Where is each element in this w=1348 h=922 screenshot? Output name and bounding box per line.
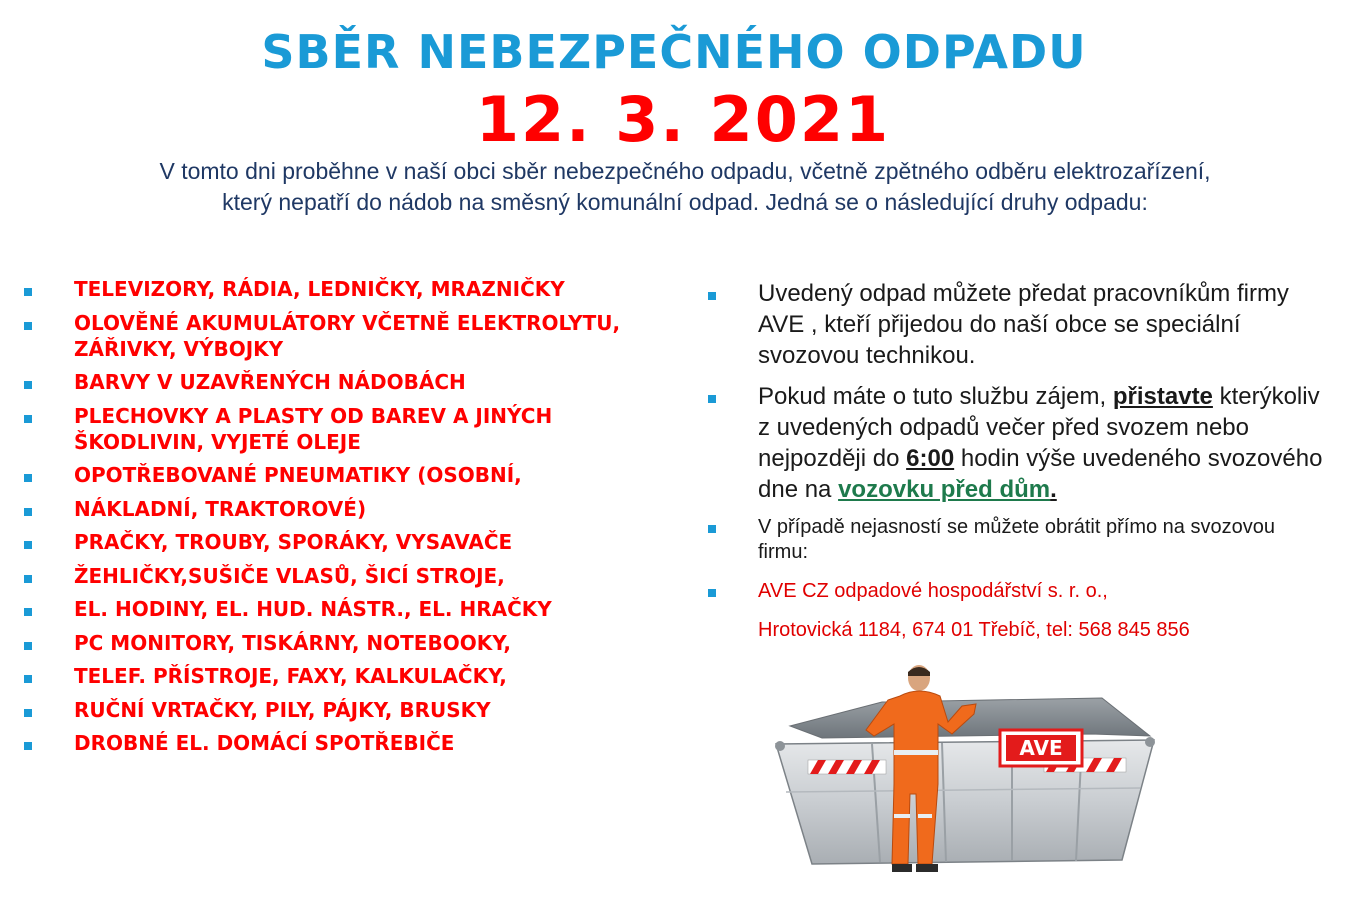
bullet-icon — [708, 525, 716, 533]
company-address: Hrotovická 1184, 674 01 Třebíč, tel: 568 845 856 — [758, 619, 1190, 641]
bullet-icon — [24, 322, 32, 330]
placement-location: vozovku před dům — [838, 476, 1051, 503]
bullet-icon — [708, 589, 716, 597]
list-item: BARVY V UZAVŘENÝCH NÁDOBÁCH — [20, 369, 680, 395]
collection-date: 12. 3. 2021 — [475, 83, 891, 156]
list-item: DROBNÉ EL. DOMÁCÍ SPOTŘEBIČE — [20, 730, 680, 756]
deadline-time: 6:00 — [906, 445, 955, 472]
intro-line-1: V tomto dni proběhne v naší obci sběr nebezpečného odpadu, včetně zpětného odběru elektrozařízení, — [159, 158, 1211, 184]
list-item: PC MONITORY, TISKÁRNY, NOTEBOOKY, — [20, 630, 680, 656]
list-item: NÁKLADNÍ, TRAKTOROVÉ) — [20, 496, 680, 522]
ave-logo-text: AVE — [1019, 736, 1063, 760]
info-paragraph-instructions: Pokud máte o tuto službu zájem, přistavte kterýkoliv z uvedených odpadů večer před svozem nebo nejpozději do 6:00 hodin výše uvedeného svozového dne na vozovku před dům. — [706, 381, 1326, 505]
waste-container-illustration — [762, 664, 1162, 894]
waste-list — [20, 276, 680, 764]
intro-line-2: který nepatří do nádob na směsný komunální odpad. Jedná se o následující druhy odpadu: — [222, 189, 1148, 215]
bullet-icon — [24, 709, 32, 717]
emphasis-pristavte: přistavte — [1112, 383, 1213, 410]
intro-text — [40, 156, 1330, 218]
bullet-icon — [24, 541, 32, 549]
bullet-icon — [24, 415, 32, 423]
page-title: SBĚR NEBEZPEČNÉHO ODPADU — [261, 25, 1087, 79]
bullet-icon — [708, 395, 716, 403]
list-item: PRAČKY, TROUBY, SPORÁKY, VYSAVAČE — [20, 529, 680, 555]
bullet-icon — [24, 642, 32, 650]
list-item: PLECHOVKY A PLASTY OD BAREV A JINÝCH ŠKODLIVIN, VYJETÉ OLEJE — [20, 403, 680, 455]
info-paragraph-contact: V případě nejasností se můžete obrátit přímo na svozovou firmu: — [706, 515, 1326, 565]
bullet-icon — [24, 742, 32, 750]
list-item: TELEVIZORY, RÁDIA, LEDNIČKY, MRAZNIČKY — [20, 276, 680, 302]
bullet-icon — [24, 508, 32, 516]
list-item: EL. HODINY, EL. HUD. NÁSTR., EL. HRAČKY — [20, 596, 680, 622]
bullet-icon — [24, 675, 32, 683]
container-graphic — [762, 664, 1162, 894]
bullet-icon — [24, 608, 32, 616]
list-item: ŽEHLIČKY,SUŠIČE VLASŮ, ŠICÍ STROJE, — [20, 563, 680, 589]
info-paragraph-handover: Uvedený odpad můžete předat pracovníkům firmy AVE , kteří přijedou do naší obce se speciální svozovou technikou. — [706, 278, 1326, 371]
list-item: RUČNÍ VRTAČKY, PILY, PÁJKY, BRUSKY — [20, 697, 680, 723]
list-item: TELEF. PŘÍSTROJE, FAXY, KALKULAČKY, — [20, 663, 680, 689]
list-item: OPOTŘEBOVANÉ PNEUMATIKY (OSOBNÍ, — [20, 462, 680, 488]
company-name: AVE CZ odpadové hospodářství s. r. o., — [706, 579, 1326, 604]
bullet-icon — [24, 575, 32, 583]
bullet-icon — [24, 381, 32, 389]
info-block — [706, 278, 1326, 643]
bullet-icon — [708, 292, 716, 300]
bullet-icon — [24, 288, 32, 296]
bullet-icon — [24, 474, 32, 482]
list-item: OLOVĚNÉ AKUMULÁTORY VČETNĚ ELEKTROLYTU, ZÁŘIVKY, VÝBOJKY — [20, 310, 680, 362]
